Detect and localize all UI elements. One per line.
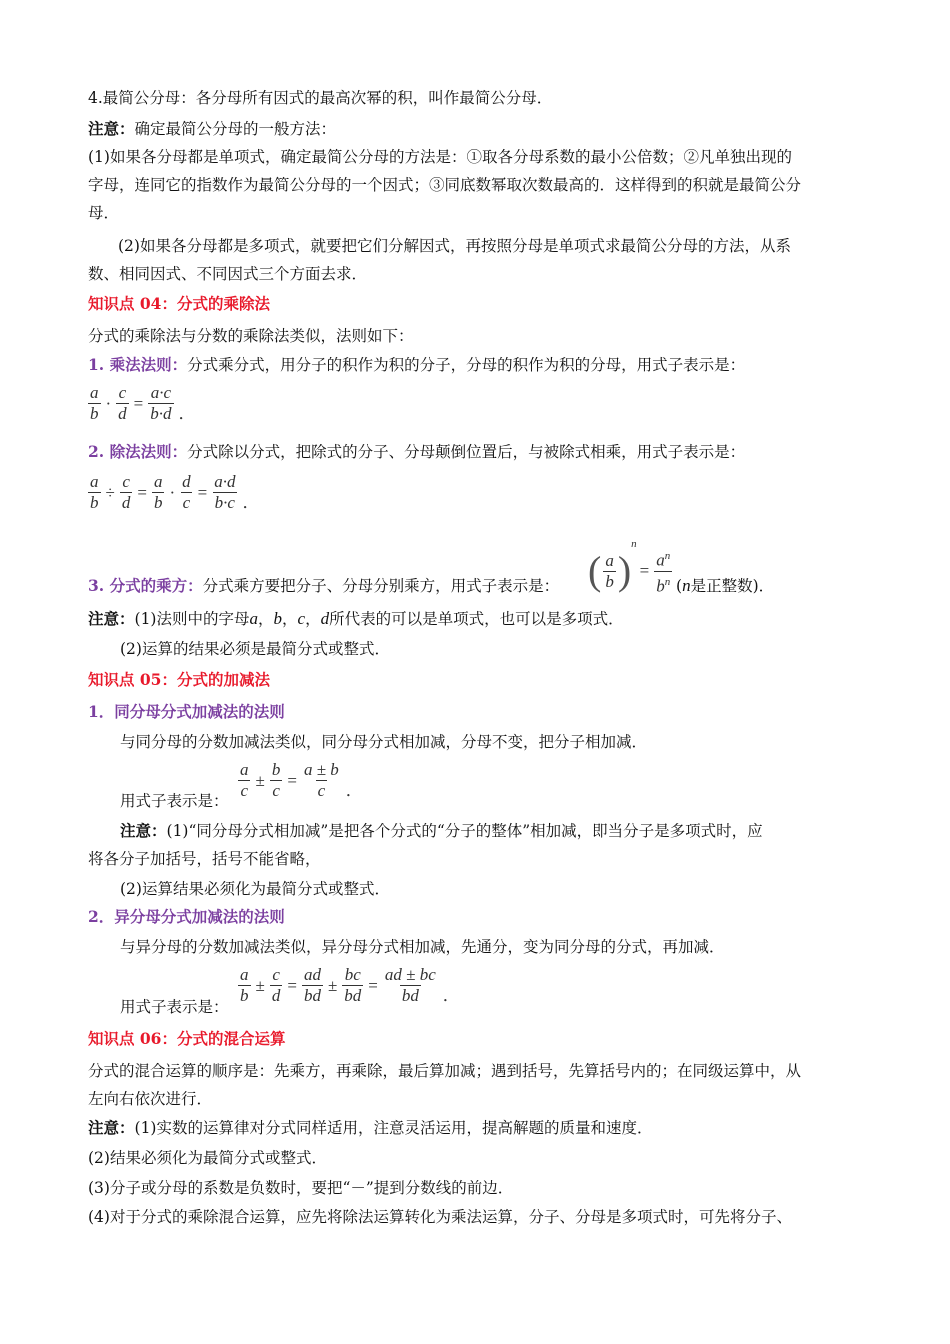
power-formula: ( $\frac{a}{b}$ )$^n$= $\frac{a^n}{b^n}$ bbox=[588, 538, 671, 596]
rule-tail: (n是正整数)． bbox=[676, 576, 775, 595]
note-line: 注意：(1)“同分母分式相加减”是把各个分式的“分子的整体”相加减，即当分子是多项式时，应 bbox=[120, 821, 763, 840]
text-line: 用式子表示是： bbox=[120, 792, 229, 810]
text-line: (2)运算的结果必须是最简分式或整式． bbox=[120, 640, 390, 658]
text-line: 母． bbox=[88, 204, 120, 222]
note-label: 注意： bbox=[88, 1118, 135, 1137]
rule-title: 1. 乘法法则： bbox=[88, 355, 188, 374]
rule-title: 2．异分母分式加减法的法则 bbox=[88, 907, 285, 926]
note-label: 注意： bbox=[120, 821, 167, 840]
text-line: (4)对于分式的乘除混合运算，应先将除法运算转化为乘法运算，分子、分母是多项式时，可先将分子、 bbox=[88, 1208, 792, 1226]
text-line: (3)分子或分母的系数是负数时，要把“－”提到分数线的前边． bbox=[88, 1179, 514, 1197]
text-line: 字母，连同它的指数作为最简公分母的一个因式；③同底数幂取次数最高的．这样得到的积就是最简公分 bbox=[88, 176, 802, 194]
text-line: (2)运算结果必须化为最简分式或整式． bbox=[120, 880, 390, 898]
note-line: 注意：(1)法则中的字母a，b，c，d所代表的可以是单项式，也可以是多项式． bbox=[88, 609, 624, 628]
different-denominator-formula: $\frac{a}{b}$ ± $\frac{c}{d}$ = $\frac{ad}{bd}$ ± $\frac{bc}{bd}$ = $\frac{ad \pm bc}{bd}$ ． bbox=[240, 965, 460, 1005]
rule-line bbox=[88, 576, 559, 596]
text-line: 数、相同因式、不同因式三个方面去求． bbox=[88, 265, 368, 283]
rule-title: 3. 分式的乘方： bbox=[88, 576, 203, 595]
note-label: 注意： bbox=[88, 119, 135, 138]
note-line: 注意：(1)实数的运算律对分式同样适用，注意灵活运用，提高解题的质量和速度． bbox=[88, 1118, 653, 1137]
text-line: (2)如果各分母都是多项式，就要把它们分解因式，再按照分母是单项式求最简公分母的方法，从系 bbox=[118, 237, 791, 255]
rule-text: 分式除以分式，把除式的分子、分母颠倒位置后，与被除式相乘，用式子表示是： bbox=[187, 443, 746, 461]
text-line: 与异分母的分数加减法类似，异分母分式相加减，先通分，变为同分母的分式，再加减． bbox=[120, 938, 725, 956]
text-line: (2)结果必须化为最简分式或整式． bbox=[88, 1149, 327, 1167]
text-line: 分式的乘除法与分数的乘除法类似，法则如下： bbox=[88, 327, 414, 345]
rule-line bbox=[88, 442, 745, 462]
text-line: 与同分母的分数加减法类似，同分母分式相加减，分母不变，把分子相加减． bbox=[120, 733, 648, 751]
same-denominator-formula: $\frac{a}{c}$ ± $\frac{b}{c}$ = $\frac{a \pm b}{c}$ ． bbox=[240, 760, 363, 800]
text-line: 用式子表示是： bbox=[120, 998, 229, 1016]
note-line bbox=[88, 119, 336, 139]
multiplication-formula: $\frac{a}{b}$ · $\frac{c}{d}$ = $\frac{a\cdot c}{b\cdot d}$ ． bbox=[90, 383, 196, 423]
rule-title: 2. 除法法则： bbox=[88, 442, 188, 461]
note-label: 注意： bbox=[88, 609, 135, 628]
rule-text: 分式乘分式，用分子的积作为积的分子，分母的积作为积的分母，用式子表示是： bbox=[187, 356, 746, 374]
text-line: 左向右依次进行． bbox=[88, 1090, 213, 1108]
division-formula: $\frac{a}{b}$ ÷ $\frac{c}{d}$ = $\frac{a}{b}$ · $\frac{d}{c}$ = $\frac{a\cdot d}{b\cdot c}$ ． bbox=[90, 472, 260, 512]
section-heading: 知识点 05：分式的加减法 bbox=[88, 670, 270, 689]
text-line: 4.最简公分母：各分母所有因式的最高次幂的积，叫作最简公分母． bbox=[88, 89, 553, 107]
text-line: 将各分子加括号，括号不能省略， bbox=[88, 850, 321, 868]
rule-text: 分式乘方要把分子、分母分别乘方，用式子表示是： bbox=[202, 577, 560, 595]
text-line: 分式的混合运算的顺序是：先乘方，再乘除，最后算加减；遇到括号，先算括号内的；在同级运算中，从 bbox=[88, 1062, 802, 1080]
rule-title: 1．同分母分式加减法的法则 bbox=[88, 702, 285, 721]
note-text: 确定最简公分母的一般方法： bbox=[134, 120, 337, 138]
section-heading: 知识点 04：分式的乘除法 bbox=[88, 294, 270, 313]
section-heading: 知识点 06：分式的混合运算 bbox=[88, 1029, 286, 1048]
text-line: (1)如果各分母都是单项式，确定最简公分母的方法是：①取各分母系数的最小公倍数；②凡单独出现的 bbox=[88, 148, 792, 166]
rule-line bbox=[88, 355, 745, 375]
